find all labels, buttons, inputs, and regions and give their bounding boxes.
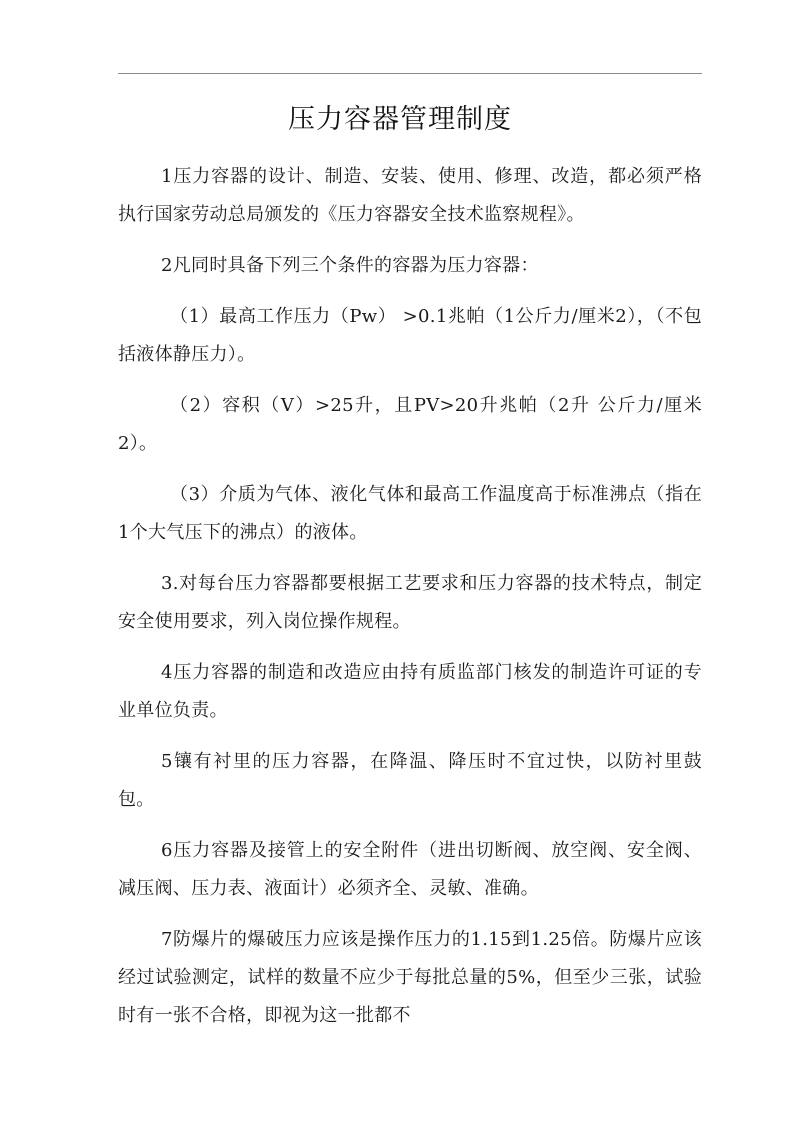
paragraph-6: 6压力容器及接管上的安全附件（进出切断阀、放空阀、安全阀、减压阀、压力表、液面计）必须齐全、灵敏、准确。: [118, 840, 702, 899]
document-title: 压力容器管理制度: [288, 104, 512, 135]
paragraph-7: 7防爆片的爆破压力应该是操作压力的1.15到1.25倍。防爆片应该经过试验测定，试样的数量不应少于每批总量的5%，但至少三张，试验时有一张不合格，即视为这一批都不: [118, 929, 702, 1026]
document-body: [118, 158, 702, 1048]
paragraph-condition-2: （2）容积（V）>25升，且PV>20升兆帕（2升 公斤力/厘米2）。: [118, 395, 702, 454]
header-rule: [118, 73, 702, 74]
paragraph-3: 3.对每台压力容器都要根据工艺要求和压力容器的技术特点，制定安全使用要求，列入岗位操作规程。: [118, 573, 702, 632]
paragraph-5: 5镶有衬里的压力容器，在降温、降压时不宜过快，以防衬里鼓包。: [118, 751, 702, 810]
paragraph-condition-1: （1）最高工作压力（Pw） >0.1兆帕（1公斤力/厘米2），（不包括液体静压力）。: [118, 306, 702, 365]
paragraph-4: 4压力容器的制造和改造应由持有质监部门核发的制造许可证的专业单位负责。: [118, 662, 702, 721]
paragraph-condition-3: （3）介质为气体、液化气体和最高工作温度高于标准沸点（指在1个大气压下的沸点）的液体。: [118, 484, 702, 543]
paragraph-2: 2凡同时具备下列三个条件的容器为压力容器：: [161, 255, 539, 276]
paragraph-1: 1压力容器的设计、制造、安装、使用、修理、改造，都必须严格执行国家劳动总局颁发的《压力容器安全技术监察规程》。: [118, 166, 702, 225]
